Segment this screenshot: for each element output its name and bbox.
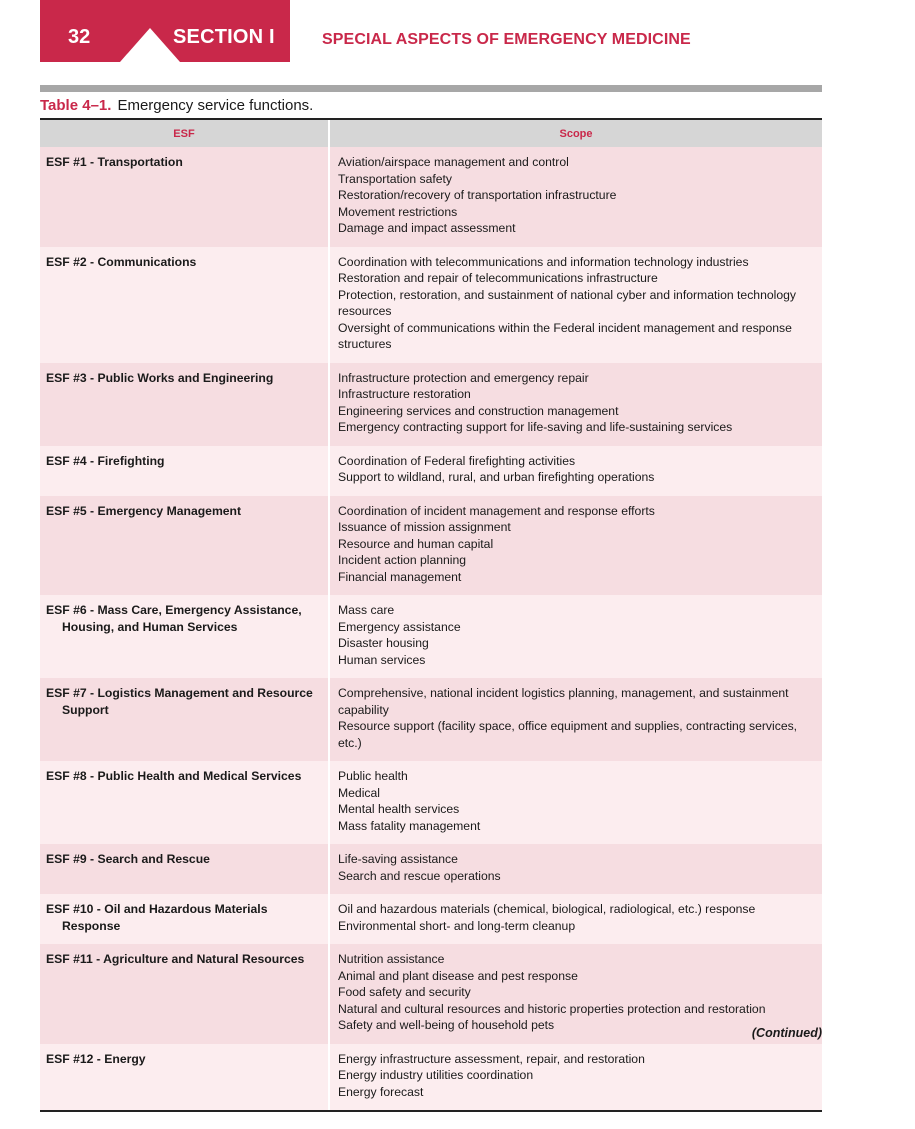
scope-item: Protection, restoration, and sustainment of national cyber and information technology resources xyxy=(338,287,796,318)
esf-cell xyxy=(40,363,329,446)
table-row xyxy=(40,1044,822,1111)
esf-cell xyxy=(40,944,329,1044)
scope-cell xyxy=(329,944,822,1044)
scope-cell xyxy=(329,761,822,844)
scope-cell xyxy=(329,678,822,761)
esf-cell xyxy=(40,247,329,363)
esf-name: ESF #5 - Emergency Management xyxy=(46,503,242,518)
table-row xyxy=(40,147,822,247)
scope-item: Nutrition assistance xyxy=(338,952,445,966)
scope-item: Aviation/airspace management and control xyxy=(338,155,569,169)
esf-name: ESF #11 - Agriculture and Natural Resources xyxy=(46,952,305,966)
table-row xyxy=(40,446,822,496)
scope-cell xyxy=(329,894,822,944)
scope-item: Environmental short- and long-term cleanup xyxy=(338,918,576,933)
page-number: 32 xyxy=(68,26,91,48)
esf-cell xyxy=(40,446,329,496)
esf-cell xyxy=(40,1044,329,1111)
scope-item: Animal and plant disease and pest response xyxy=(338,968,578,983)
esf-name: ESF #8 - Public Health and Medical Services xyxy=(46,769,302,783)
esf-name: ESF #9 - Search and Rescue xyxy=(46,852,210,866)
scope-item: Restoration/recovery of transportation infrastructure xyxy=(338,188,617,202)
table-caption-title: Emergency service functions. xyxy=(117,97,314,114)
scope-item: Support to wildland, rural, and urban firefighting operations xyxy=(338,470,655,484)
esf-cell xyxy=(40,761,329,844)
scope-cell xyxy=(329,496,822,596)
scope-item: Oversight of communications within the Federal incident management and response structures xyxy=(338,320,792,351)
scope-item: Emergency contracting support for life-saving and life-sustaining services xyxy=(338,420,733,434)
header-notch-shape xyxy=(120,28,180,62)
scope-item: Financial management xyxy=(338,569,462,584)
table-header-row xyxy=(40,120,822,147)
esf-cell xyxy=(40,894,329,944)
table-row xyxy=(40,844,822,894)
table-row xyxy=(40,247,822,363)
esf-cell xyxy=(40,496,329,596)
scope-item: Infrastructure protection and emergency repair xyxy=(338,370,589,385)
scope-cell xyxy=(329,247,822,363)
scope-item: Food safety and security xyxy=(338,985,471,999)
table-row xyxy=(40,944,822,1044)
table-row xyxy=(40,894,822,944)
esf-cell xyxy=(40,678,329,761)
esf-table-wrapper xyxy=(40,118,822,1112)
scope-item: Mass fatality management xyxy=(338,818,481,833)
esf-cell xyxy=(40,595,329,678)
esf-name: ESF #12 - Energy xyxy=(46,1051,146,1066)
table-row xyxy=(40,678,822,761)
section-title: SPECIAL ASPECTS OF EMERGENCY MEDICINE xyxy=(322,31,691,48)
scope-item: Mass care xyxy=(338,603,395,617)
scope-cell xyxy=(329,844,822,894)
scope-item: Incident action planning xyxy=(338,553,467,567)
scope-item: Public health xyxy=(338,769,408,783)
esf-name: ESF #10 - Oil and Hazardous Materials Response xyxy=(46,902,268,933)
esf-cell xyxy=(40,844,329,894)
table-row xyxy=(40,363,822,446)
scope-item: Resource and human capital xyxy=(338,536,494,551)
scope-item: Coordination with telecommunications and information technology industries xyxy=(338,254,749,269)
esf-name: ESF #6 - Mass Care, Emergency Assistance, Housing, and Human Services xyxy=(46,603,302,634)
scope-item: Life-saving assistance xyxy=(338,852,458,866)
scope-item: Transportation safety xyxy=(338,171,453,186)
table-body xyxy=(40,147,822,1110)
scope-item: Human services xyxy=(338,652,426,667)
esf-name: ESF #1 - Transportation xyxy=(46,155,183,169)
scope-cell xyxy=(329,1044,822,1111)
esf-name: ESF #2 - Communications xyxy=(46,254,197,269)
scope-item: Emergency assistance xyxy=(338,619,461,634)
table-caption-label: Table 4–1. xyxy=(40,97,112,114)
scope-item: Coordination of Federal firefighting activities xyxy=(338,453,576,468)
scope-item: Resource support (facility space, office equipment and supplies, contracting services, etc.) xyxy=(338,719,798,750)
table-row xyxy=(40,595,822,678)
scope-cell xyxy=(329,595,822,678)
header-rule xyxy=(40,85,822,92)
esf-table xyxy=(40,120,822,1110)
esf-name: ESF #7 - Logistics Management and Resource Support xyxy=(46,686,313,717)
table-row xyxy=(40,761,822,844)
scope-item: Natural and cultural resources and historic properties protection and restoration xyxy=(338,1001,766,1016)
scope-item: Safety and well-being of household pets xyxy=(338,1018,555,1032)
column-header-esf: ESF xyxy=(40,120,329,147)
scope-item: Disaster housing xyxy=(338,636,429,650)
scope-item: Energy infrastructure assessment, repair, and restoration xyxy=(338,1051,645,1066)
table-caption xyxy=(40,97,313,114)
scope-item: Damage and impact assessment xyxy=(338,221,516,235)
scope-item: Restoration and repair of telecommunications infrastructure xyxy=(338,271,658,285)
esf-name: ESF #3 - Public Works and Engineering xyxy=(46,370,274,385)
scope-cell xyxy=(329,446,822,496)
esf-name: ESF #4 - Firefighting xyxy=(46,453,165,468)
scope-item: Medical xyxy=(338,785,380,800)
scope-cell xyxy=(329,147,822,247)
scope-item: Issuance of mission assignment xyxy=(338,520,511,534)
scope-item: Movement restrictions xyxy=(338,204,458,219)
scope-item: Search and rescue operations xyxy=(338,868,501,883)
scope-item: Energy forecast xyxy=(338,1084,424,1099)
column-header-scope: Scope xyxy=(329,120,822,147)
scope-cell xyxy=(329,363,822,446)
continued-note: (Continued) xyxy=(751,1026,822,1040)
esf-cell xyxy=(40,147,329,247)
scope-item: Mental health services xyxy=(338,802,460,816)
scope-item: Coordination of incident management and response efforts xyxy=(338,503,655,518)
scope-item: Infrastructure restoration xyxy=(338,387,471,401)
scope-item: Energy industry utilities coordination xyxy=(338,1068,534,1082)
table-row xyxy=(40,496,822,596)
scope-item: Engineering services and construction management xyxy=(338,403,619,418)
scope-item: Oil and hazardous materials (chemical, biological, radiological, etc.) response xyxy=(338,902,756,916)
scope-item: Comprehensive, national incident logistics planning, management, and sustainment capability xyxy=(338,686,789,717)
section-label: SECTION I xyxy=(173,26,275,48)
